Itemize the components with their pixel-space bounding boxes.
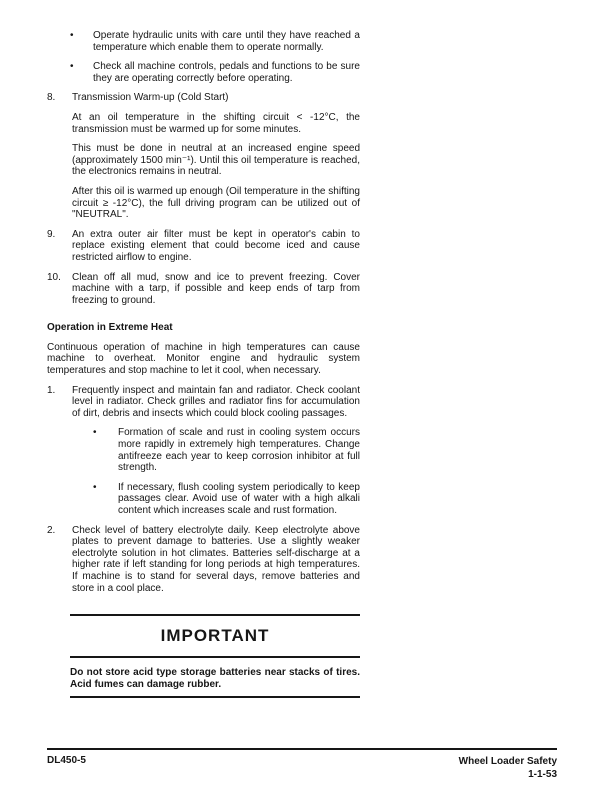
item-number: 2.	[47, 524, 56, 536]
item-number: 1.	[47, 384, 56, 396]
footer-page-number: 1-1-53	[528, 769, 557, 780]
bullet-item	[93, 482, 360, 517]
bullet-item	[70, 30, 360, 53]
bullet-marker: •	[70, 61, 74, 73]
item-text: Check level of battery electrolyte daily. Keep electrolyte above plates to prevent damage to batteries. Use a slightly weaker electrolyte solution in hot climates. Batteries self-discharge at a higher rate if left standing for long periods at high temperatures. If machine is to stand for several days, remove batteries and store in a cool place.	[72, 524, 360, 594]
bullet-text: If necessary, flush cooling system periodically to keep passages clear. Avoid use of water with a high alkali content which increases scale and rust formation.	[118, 481, 360, 516]
bullet-text: Operate hydraulic units with care until they have reached a temperature which enable them to operate normally.	[93, 30, 360, 53]
paragraph: At an oil temperature in the shifting circuit < -12°C, the transmission must be warmed up for some minutes.	[72, 111, 360, 135]
item-number: 8.	[47, 92, 56, 104]
footer-right-block	[459, 755, 557, 781]
bullet-text: Formation of scale and rust in cooling system occurs more rapidly in extremely high temperatures. Change antifreeze each year to keep corrosion inhibitor at full strength.	[118, 427, 360, 474]
bullet-marker: •	[70, 30, 74, 41]
important-notice	[70, 614, 360, 698]
paragraph: Continuous operation of machine in high temperatures can cause machine to overheat. Monitor engine and hydraulic system temperatures and stop machine to let it cool, when necessary.	[47, 341, 360, 377]
bullet-item	[70, 61, 360, 84]
paragraph: After this oil is warmed up enough (Oil temperature in the shifting circuit ≥ -12°C), the full driving program can be utilized out of "NEUTRAL".	[72, 185, 360, 221]
important-title: IMPORTANT	[70, 616, 360, 658]
list-item-10	[47, 272, 360, 307]
footer-section-title: Wheel Loader Safety	[458, 756, 557, 767]
item-title: Transmission Warm-up (Cold Start)	[72, 92, 229, 104]
page-footer	[47, 748, 557, 781]
list-item-8	[47, 92, 360, 104]
item-text: Frequently inspect and maintain fan and radiator. Check coolant level in radiator. Check grilles and radiator fins for accumulation of dirt, debris and insects which could block cooling passages.	[72, 384, 360, 419]
bullet-text: Check all machine controls, pedals and functions to be sure they are operating correctly before operating.	[93, 61, 360, 84]
item-text: Clean off all mud, snow and ice to prevent freezing. Cover machine with a tarp, if possible and keep ends of tarp from freezing to ground.	[72, 271, 360, 306]
paragraph: This must be done in neutral at an increased engine speed (approximately 1500 min⁻¹). Until this oil temperature is reached, the electronics remains in neutral.	[72, 143, 360, 178]
content-column	[47, 30, 360, 698]
item-text: An extra outer air filter must be kept in operator's cabin to replace existing element that could become iced and cause restricted airflow to engine.	[72, 228, 360, 263]
important-body: Do not store acid type storage batteries near stacks of tires. Acid fumes can damage rubber.	[70, 658, 360, 698]
list-item-1	[47, 385, 360, 420]
list-item-2	[47, 525, 360, 595]
item-number: 9.	[47, 228, 56, 240]
bullet-item	[93, 427, 360, 473]
footer-doc-code: DL450-5	[47, 755, 86, 766]
item-number: 10.	[47, 271, 61, 283]
section-heading: Operation in Extreme Heat	[47, 322, 173, 334]
list-item-9	[47, 229, 360, 264]
bullet-marker: •	[93, 481, 97, 493]
bullet-marker: •	[93, 427, 97, 439]
